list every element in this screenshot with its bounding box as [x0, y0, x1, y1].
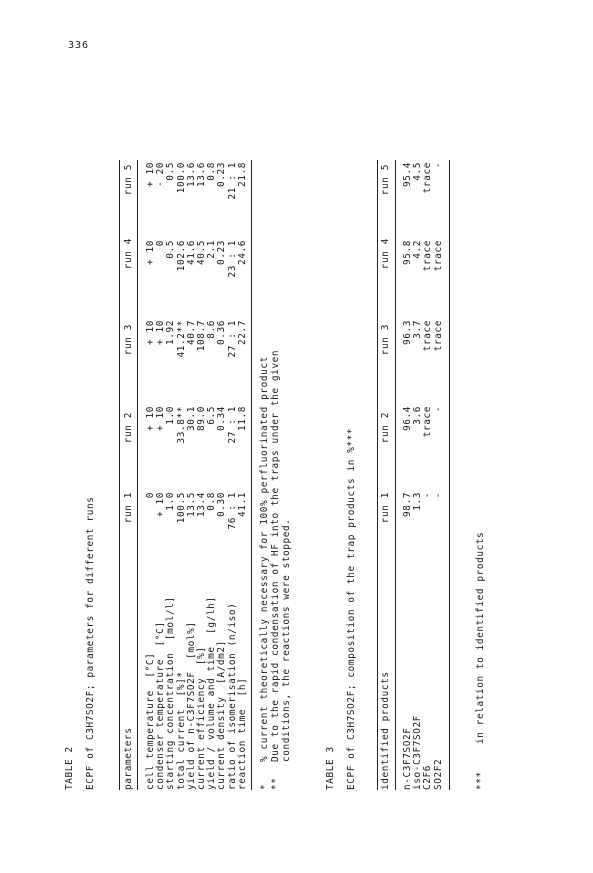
table2-label: TABLE 2 — [64, 746, 75, 790]
table-row: iso-C3F7SO2F — [412, 715, 424, 790]
table3-footnote: in relation to identified products — [475, 531, 486, 744]
table-cell: 96.4 — [402, 406, 413, 431]
table-cell: + 10 — [155, 406, 167, 431]
table-cell: trace — [422, 240, 434, 272]
table3-caption: ECPF of C3H7SO2F; composition of the trap products in %*** — [346, 427, 357, 790]
table-cell: 27 : 1 — [226, 320, 238, 358]
table3-header-run-4: run 4 — [380, 238, 391, 270]
table-cell: 0.23 — [216, 240, 228, 265]
table-cell: 11.8 — [236, 406, 248, 431]
table-cell: 96.3 — [402, 320, 413, 345]
table-cell: 3.7 — [412, 320, 424, 339]
table-cell: 0.8 — [206, 162, 218, 181]
table-cell: trace — [422, 162, 434, 194]
table-cell: 8.6 — [206, 320, 218, 339]
table-cell: 4.5 — [412, 162, 424, 181]
table2-footnote-3: conditions, the reactions were stopped. — [281, 518, 292, 762]
table-cell: 76 : 1 — [226, 492, 238, 530]
table-row: n-C3F7SO2F — [402, 727, 413, 790]
table2-header-run-4: run 4 — [123, 238, 134, 270]
table-cell: 95.4 — [402, 162, 413, 187]
table3-run4-column — [403, 240, 444, 298]
table-row: ratio of isomerisation (n/iso) — [226, 602, 238, 790]
table2-run5-column — [146, 162, 248, 220]
page-number: 336 — [68, 40, 90, 51]
table3-header-run-2: run 2 — [380, 412, 391, 444]
table-cell: 2.1 — [206, 240, 218, 259]
table-cell: 21 : 1 — [226, 162, 238, 200]
table3-header-products: identified products — [380, 671, 391, 790]
table-cell: 95.8 — [402, 240, 413, 265]
table-cell: + 10 — [155, 492, 167, 517]
table3-header-run-5: run 5 — [380, 164, 391, 196]
table-cell: 22.7 — [236, 320, 248, 345]
table2-header-parameters: parameters — [123, 727, 134, 790]
table-cell: + 10 — [145, 320, 156, 345]
table-cell: 1.92 — [165, 320, 177, 345]
table-cell: 0 — [145, 492, 156, 499]
rotated-page-content — [60, 70, 520, 790]
table-row: SO2F2 — [432, 758, 444, 790]
table-cell: 13.5 — [185, 492, 197, 517]
table-cell: + 10 — [155, 320, 167, 345]
table3-top-rule — [377, 160, 378, 790]
table-cell: 98.7 — [402, 492, 413, 517]
table-cell: + 10 — [145, 162, 156, 187]
table2-footnote-1: % current theoretically necessary for 100% perfluorinated product — [259, 356, 270, 762]
table-cell: 30.1 — [185, 406, 197, 431]
table-cell: 33.8** — [175, 406, 187, 444]
table-row: current efficiency [%] — [195, 646, 207, 790]
table-cell: + 10 — [145, 240, 156, 265]
table-cell: 1.0 — [165, 406, 177, 425]
table2-header-run-1: run 1 — [123, 492, 134, 524]
table-cell: 1.0 — [165, 492, 177, 511]
table3-header-run-3: run 3 — [380, 324, 391, 356]
table-row: total current [%]* — [175, 671, 187, 790]
table3-product-column — [403, 715, 444, 790]
table-cell: 41.2** — [175, 320, 187, 358]
table-cell: 23 : 1 — [226, 240, 238, 278]
table-cell: - — [432, 162, 444, 169]
table-cell: trace — [432, 240, 444, 272]
table-cell: - — [432, 406, 444, 413]
table2-run1-column — [146, 492, 248, 550]
table2-run2-column — [146, 406, 248, 470]
table3-footnote-mark: *** — [475, 771, 486, 790]
table-cell: 13.6 — [195, 162, 207, 187]
table-row: reaction time [h] — [236, 677, 248, 790]
table-cell: 4.2 — [412, 240, 424, 259]
table-cell: 27 : 1 — [226, 406, 238, 444]
table2-caption: ECPF of C3H7SO2F; parameters for different runs — [85, 496, 96, 790]
table-cell: - — [422, 492, 434, 499]
table-cell: 0 — [155, 240, 167, 247]
table2-header-run-2: run 2 — [123, 412, 134, 444]
table2-footnote-2: Due to the rapid condensation of HF into the traps under the given — [270, 349, 281, 762]
table-cell: 0.5 — [165, 240, 177, 259]
table3-run1-column — [403, 492, 444, 550]
table-cell: 40.7 — [185, 320, 197, 345]
table-cell: 1.3 — [412, 492, 424, 511]
table2-run4-column — [146, 240, 248, 298]
table2-footnote-mark-2: ** — [270, 777, 281, 790]
table-cell: 13.4 — [195, 492, 207, 517]
table3-header-rule — [395, 160, 396, 790]
table-cell: 100.0 — [175, 162, 187, 194]
table-cell: - — [432, 492, 444, 499]
table2-param-column — [146, 596, 248, 790]
table-row: yield / volume and time [g/lh] — [206, 596, 218, 790]
table2-bottom-rule — [251, 160, 252, 790]
table-cell: 0.8 — [206, 492, 218, 511]
table-row: current density [A/dm2] — [216, 640, 228, 790]
table2-top-rule — [119, 160, 120, 790]
table-cell: 100.5 — [175, 492, 187, 524]
table-cell: 24.6 — [236, 240, 248, 265]
table3-run2-column — [403, 406, 444, 470]
table-cell: 3.6 — [412, 406, 424, 425]
table-cell: trace — [422, 320, 434, 352]
table3-header-run-1: run 1 — [380, 492, 391, 524]
table-cell: 41.1 — [236, 492, 248, 517]
table2-footnote-mark-1: * — [259, 783, 270, 790]
table-cell: 0.5 — [165, 162, 177, 181]
table3-label: TABLE 3 — [325, 746, 336, 790]
table-row: C2F6 — [422, 765, 434, 790]
table2-run3-column — [146, 320, 248, 384]
table-cell: 108.7 — [195, 320, 207, 352]
table-cell: + 10 — [145, 406, 156, 431]
table-cell: - 20 — [155, 162, 167, 187]
table-cell: 0.34 — [216, 406, 228, 431]
table-cell: 0.23 — [216, 162, 228, 187]
table-cell: trace — [432, 320, 444, 352]
table-cell: 40.5 — [195, 240, 207, 265]
table3-run5-column — [403, 162, 444, 220]
table3-bottom-rule — [449, 160, 450, 790]
table-cell: 0.30 — [216, 492, 228, 517]
table-cell: 102.6 — [175, 240, 187, 272]
table-cell: 89.0 — [195, 406, 207, 431]
table-cell: 0.36 — [216, 320, 228, 345]
table-row: starting concentration [mol/l] — [165, 596, 177, 790]
table-cell: 41.6 — [185, 240, 197, 265]
table-cell: 21.8 — [236, 162, 248, 187]
table-row: condenser temperature [°C] — [155, 621, 167, 790]
table-cell: 6.5 — [206, 406, 218, 425]
table3-run3-column — [403, 320, 444, 384]
table2-header-run-5: run 5 — [123, 164, 134, 196]
table2-header-run-3: run 3 — [123, 324, 134, 356]
table-row: yield of n-C3F7SO2F [mol%] — [185, 621, 197, 790]
table-cell: 13.6 — [185, 162, 197, 187]
table-row: cell temperature [°C] — [145, 652, 156, 790]
table-cell: trace — [422, 406, 434, 438]
table2-header-rule — [137, 160, 138, 790]
